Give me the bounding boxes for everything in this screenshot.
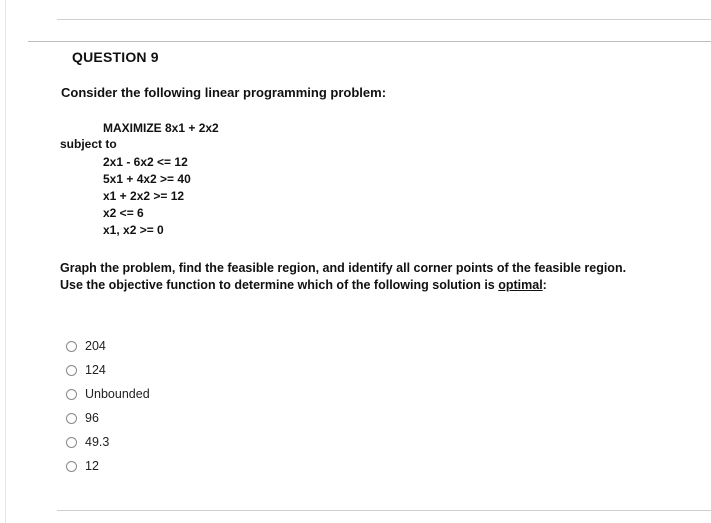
question-title: QUESTION 9 [72, 49, 159, 65]
instruction-line-1: Graph the problem, find the feasible region, and identify all corner points of the feasible region. [60, 261, 627, 275]
constraint-item: 5x1 + 4x2 >= 40 [103, 172, 191, 186]
radio-button[interactable] [66, 437, 77, 448]
radio-button[interactable] [66, 389, 77, 400]
radio-button[interactable] [66, 413, 77, 424]
constraint-item: x1 + 2x2 >= 12 [103, 189, 185, 203]
radio-button[interactable] [66, 365, 77, 376]
question-intro: Consider the following linear programming problem: [61, 85, 387, 100]
radio-button[interactable] [66, 341, 77, 352]
constraint-list [103, 154, 191, 239]
question-instructions [60, 260, 700, 294]
instruction-line-2 [60, 277, 700, 294]
top-divider [57, 19, 711, 20]
bottom-divider [57, 510, 711, 511]
answer-option[interactable] [66, 358, 150, 382]
answer-option-label[interactable]: 12 [85, 459, 99, 473]
answer-options [66, 334, 150, 478]
answer-option[interactable] [66, 430, 150, 454]
answer-option-label[interactable]: 49.3 [85, 435, 110, 449]
answer-option-label[interactable]: Unbounded [85, 387, 150, 401]
answer-option-label[interactable]: 204 [85, 339, 106, 353]
objective-function: MAXIMIZE 8x1 + 2x2 [103, 121, 219, 135]
answer-option-label[interactable]: 124 [85, 363, 106, 377]
answer-option[interactable] [66, 454, 150, 478]
instruction-colon: : [542, 278, 547, 292]
subject-to-label: subject to [60, 137, 117, 151]
answer-option-label[interactable]: 96 [85, 411, 99, 425]
constraint-item: 2x1 - 6x2 <= 12 [103, 155, 188, 169]
instruction-emphasis: optimal [498, 278, 543, 292]
constraint-item: x1, x2 >= 0 [103, 223, 164, 237]
radio-button[interactable] [66, 461, 77, 472]
answer-option[interactable] [66, 382, 150, 406]
answer-option[interactable] [66, 406, 150, 430]
answer-option[interactable] [66, 334, 150, 358]
constraint-item: x2 <= 6 [103, 206, 144, 220]
question-header-divider [28, 41, 711, 42]
instruction-text: Use the objective function to determine which of the following solution is [60, 278, 499, 292]
left-border [5, 0, 6, 523]
